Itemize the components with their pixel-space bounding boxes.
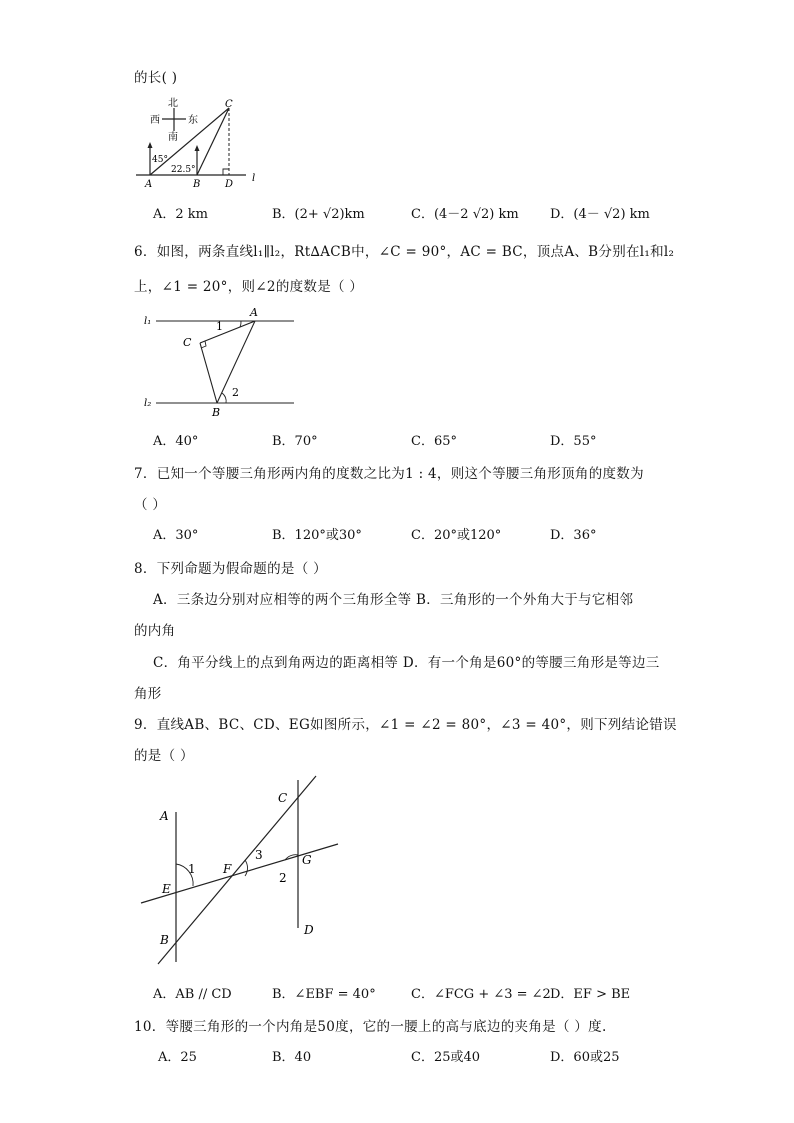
q10-option-c[interactable]: C．25或40 <box>411 1050 481 1065</box>
q6-option-a[interactable]: A．40° <box>153 434 199 449</box>
q9-text-line2: 的是（ ） <box>134 748 194 764</box>
point-a-label: A <box>250 306 258 319</box>
q5-option-b[interactable]: B．(2+ √2)km <box>272 207 365 222</box>
q7-option-c[interactable]: C．20°或120° <box>411 528 502 543</box>
q7-text-line1: 7．已知一个等腰三角形两内角的度数之比为1 : 4，则这个等腰三角形顶角的度数为 <box>134 466 644 482</box>
angle-1-label: 1 <box>216 320 223 333</box>
north-label: 北 <box>168 98 178 109</box>
point-g-label: G <box>302 853 312 867</box>
east-label: 东 <box>188 115 198 126</box>
point-b-label: B <box>193 179 201 190</box>
q8-option-b-cont: 的内角 <box>134 623 176 639</box>
point-c-label: C <box>278 791 288 805</box>
angle-45-label: 45° <box>152 155 168 165</box>
q10-text-line1: 10．等腰三角形的一个内角是50度，它的一腰上的高与底边的夹角是（ ）度. <box>134 1019 607 1035</box>
point-c-label: C <box>183 336 192 349</box>
q7-text-line2: （ ） <box>134 497 167 513</box>
point-f-label: F <box>223 862 232 876</box>
angle-22-label: 22.5° <box>171 165 196 175</box>
q6-text-line1: 6．如图，两条直线l₁∥l₂，Rt∆ACB中，∠C = 90°，AC = BC，顶点A、B分别在l₁和l₂ <box>134 244 675 260</box>
angle-1-label: 1 <box>188 862 196 876</box>
point-b-label: B <box>212 406 221 419</box>
q8-option-a-b[interactable]: A．三条边分别对应相等的两个三角形全等 B．三角形的一个外角大于与它相邻 <box>153 592 634 608</box>
point-a-label: A <box>145 179 153 190</box>
q10-option-d[interactable]: D．60或25 <box>550 1050 620 1065</box>
line-l2-label: l₂ <box>144 398 152 409</box>
line-l1-label: l₁ <box>144 316 152 327</box>
point-d-label: D <box>225 179 234 190</box>
q5-option-c[interactable]: C．(4－2 √2) km <box>411 207 519 222</box>
q5-option-d[interactable]: D．(4－ √2) km <box>550 207 650 222</box>
q10-option-b[interactable]: B．40 <box>272 1050 312 1065</box>
q8-option-d-cont: 角形 <box>134 686 162 702</box>
q8-option-c-d[interactable]: C．角平分线上的点到角两边的距离相等 D．有一个角是60°的等腰三角形是等边三 <box>153 655 660 671</box>
q7-option-a[interactable]: A．30° <box>153 528 199 543</box>
q9-option-a[interactable]: A．AB // CD <box>153 987 232 1002</box>
q9-option-c[interactable]: C．∠FCG + ∠3 = ∠2 <box>411 987 551 1002</box>
q8-text-line1: 8．下列命题为假命题的是（ ） <box>134 561 327 577</box>
angle-2-label: 2 <box>279 871 287 885</box>
q9-figure <box>138 772 343 967</box>
point-c-label: C <box>225 99 233 110</box>
q9-option-d[interactable]: D．EF > BE <box>550 987 631 1002</box>
q6-option-c[interactable]: C．65° <box>411 434 457 449</box>
angle-3-label: 3 <box>255 848 263 862</box>
line-l-label: l <box>252 173 256 184</box>
angle-2-label: 2 <box>232 386 239 399</box>
q5-option-a[interactable]: A．2 km <box>153 207 208 222</box>
q6-text-line2: 上，∠1 = 20°，则∠2的度数是（ ） <box>134 279 364 295</box>
point-a-label: A <box>160 809 169 823</box>
q6-option-d[interactable]: D．55° <box>550 434 597 449</box>
q7-option-b[interactable]: B．120°或30° <box>272 528 362 543</box>
q5-text: 的长( ) <box>134 70 178 86</box>
q9-text-line1: 9．直线AB、BC、CD、EG如图所示，∠1 = ∠2 = 80°，∠3 = 40°，则下列结论错误 <box>134 717 677 733</box>
q9-option-b[interactable]: B．∠EBF = 40° <box>272 987 376 1002</box>
q5-figure <box>134 95 264 190</box>
west-label: 西 <box>150 115 160 126</box>
q7-option-d[interactable]: D．36° <box>550 528 597 543</box>
q10-option-a[interactable]: A．25 <box>158 1050 197 1065</box>
point-b-label: B <box>160 933 169 947</box>
point-e-label: E <box>162 882 171 896</box>
point-d-label: D <box>304 923 314 937</box>
q6-option-b[interactable]: B．70° <box>272 434 318 449</box>
q6-figure <box>140 305 300 420</box>
south-label: 南 <box>168 132 178 143</box>
